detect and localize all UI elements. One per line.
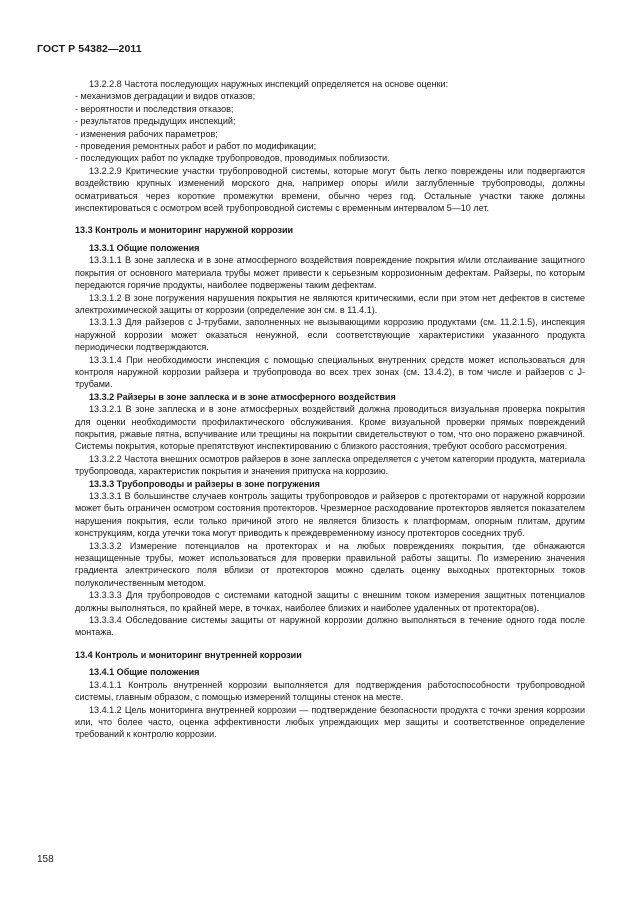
section-heading-13-3: 13.3 Контроль и мониторинг наружной коррозии [75,225,294,236]
list-item: - проведения ремонтных работ и работ по модификации; [75,141,317,152]
list-item: - механизмов деградации и видов отказов; [75,91,256,102]
paragraph-13-4-1-2: 13.4.1.2 Цель мониторинга внутренней коррозии — подтверждение безопасности продукта с точки зрения коррозии или, что более часто, оценка эффективности любых упреждающих мер защиты и соответственное определение требований к контролю коррозии. [75,704,585,740]
list-item: - вероятности и последствия отказов; [75,103,234,114]
page-number: 158 [37,854,54,865]
subsection-heading-13-3-2: 13.3.2 Райзеры в зоне заплеска и в зоне атмосферного воздействия [89,391,396,402]
paragraph-13-3-3-1: 13.3.3.1 В большинстве случаев контроль защиты трубопроводов и райзеров с протекторами от наружной коррозии может быть ограничен осмотром состояния протекторов. Чрезмерное расходование протекторов является показателем нарушения покрытия, если только причиной этого не является близость к платформам, опорным плитам, другим конструкциям, когда утечки тока могут приводить к преждевременному износу протекторов соседних труб. [75,491,585,539]
paragraph-13-3-3-3: 13.3.3.3 Для трубопроводов с системами катодной защиты с внешним током измерения защитных потенциалов должны выполняться, по крайней мере, в точках, наиболее близких и наиболее удаленных от протектора(ов). [75,590,585,613]
subsection-heading-13-3-3: 13.3.3 Трубопроводы и райзеры в зоне погружения [89,478,320,489]
section-heading-13-4: 13.4 Контроль и мониторинг внутренней коррозии [75,649,302,660]
document-code-header: ГОСТ Р 54382—2011 [37,43,142,55]
paragraph-13-3-3-2: 13.3.3.2 Измерение потенциалов на протекторах и на любых повреждениях покрытия, где обнажаются незащищенные трубы, может использоваться для проверки правильной работы защиты. По измерению значения градиента электрического поля вблизи от протекторов можно сделать оценку выходных протекторных токов полуколичественным методом. [75,540,585,588]
paragraph-13-3-1-1: 13.3.1.1 В зоне заплеска и в зоне атмосферного воздействия повреждение покрытия и/или отслаивание защитного покрытия от основного материала трубы может привести к серьезным коррозионным дефектам. Райзеры, по которым передаются горячие продукты, наиболее подвержены таким дефектам. [75,255,585,291]
paragraph-13-3-1-3: 13.3.1.3 Для райзеров с J-трубами, заполненных не вызывающими коррозию продуктами (см. 11.2.1.5), инспекция наружной коррозии может оказаться ненужной, если соответствующие характеристики указанного продукта периодически подтверждаются. [75,317,585,353]
paragraph-13-3-2-1: 13.3.2.1 В зоне заплеска и в зоне атмосферных воздействий должна проводиться визуальная проверка покрытия для оценки необходимости профилактического обслуживания. Кроме визуальной проверки прямых повреждений покрытия, ржавые пятна, вспучивание или трещины на покрытии свидетельствуют о том, что оно поражено ржавчиной. Системы покрытия, которые препятствуют инспектированию с близкого расстояния, требуют особого рассмотрения. [75,404,585,452]
paragraph-13-2-2-8: 13.2.2.8 Частота последующих наружных инспекций определяется на основе оценки: [89,79,449,89]
paragraph-13-3-2-2: 13.3.2.2 Частота внешних осмотров райзеров в зоне заплеска определяется с учетом категории продукта, материала трубопровода, характеристик покрытия и значения припуска на коррозию. [75,453,585,477]
paragraph-13-3-1-2: 13.3.1.2 В зоне погружения нарушения покрытия не являются критическими, если при этом нет дефектов в системе электрохимической защиты от коррозии (определение зон см. в 11.4.1). [75,292,585,315]
subsection-heading-13-4-1: 13.4.1 Общие положения [89,667,200,678]
document-body [75,78,585,741]
subsection-heading-13-3-1: 13.3.1 Общие положения [89,242,200,253]
paragraph-13-4-1-1: 13.4.1.1 Контроль внутренней коррозии выполняется для подтверждения работоспособности трубопроводной системы, главным образом, с помощью измерений толщины стенок на месте. [75,679,585,703]
paragraph-13-3-1-4: 13.3.1.4 При необходимости инспекция с помощью специальных внутренних средств может использоваться для контроля наружной коррозии райзера и трубопровода во всех трех зонах (см. 13.4.2), в том числе и райзеров с J-трубами. [75,354,585,390]
list-item: - результатов предыдущих инспекций; [75,116,236,127]
list-item: - последующих работ по укладке трубопроводов, проводимых поблизости. [75,153,390,164]
paragraph-13-2-2-9: 13.2.2.9 Критические участки трубопроводной системы, которые могут быть легко повреждены или подвергаются воздействию крупных изменений морского дна, например опоры и/или заглубленные трубопроводы, должны осматриваться через короткие промежутки времени, обычно через год. Остальные участки также должны инспектироваться с осмотром всей трубопроводной системы с временным интервалом 5—10 лет. [75,165,585,214]
paragraph-13-3-3-4: 13.3.3.4 Обследование системы защиты от наружной коррозии должно выполняться в течение одного года после монтажа. [75,615,585,638]
list-item: - изменения рабочих параметров; [75,128,218,139]
